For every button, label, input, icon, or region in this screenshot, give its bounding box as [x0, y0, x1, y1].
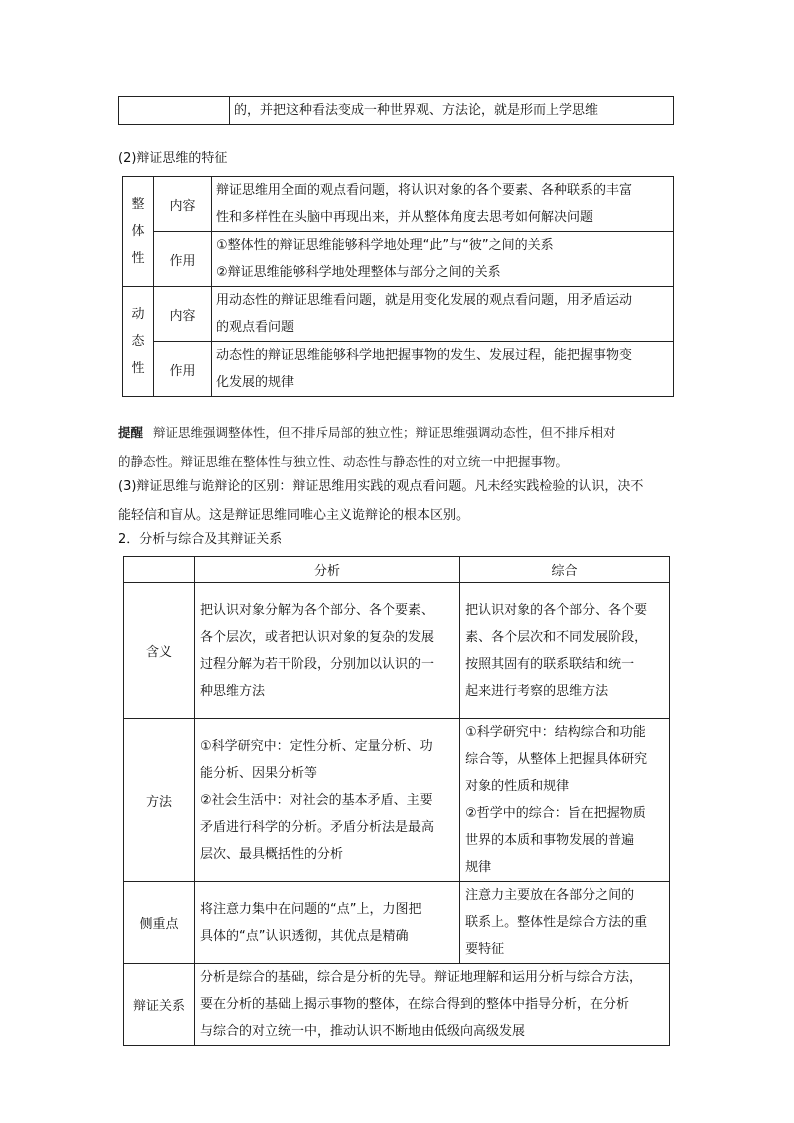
- content-line: 辩证思维用全面的观点看问题，将认识对象的各个要素、各种联系的丰富: [216, 183, 633, 198]
- content-line: 动态性的辩证思维能够科学地把握事物的发生、发展过程，能把握事物变: [216, 348, 633, 363]
- features-table: [122, 176, 674, 397]
- content-line: ②辩证思维能够科学地处理整体与部分之间的关系: [216, 265, 501, 280]
- table-row: [123, 342, 674, 397]
- cell-line: 能分析、因果分析等: [200, 765, 318, 781]
- header-cell: 综合: [460, 557, 670, 583]
- group-char: 性: [131, 251, 145, 266]
- paragraph-line: 能轻信和盲从。这是辩证思维同唯心主义诡辩论的根本区别。: [118, 508, 470, 523]
- cell-line: 过程分解为若干阶段，分别加以认识的一: [200, 656, 435, 672]
- content-line: 化发展的规律: [216, 375, 295, 390]
- group-char: 态: [131, 334, 145, 349]
- content-line: 的观点看问题: [216, 320, 295, 335]
- row-content: [212, 287, 674, 342]
- group-char: 整: [131, 197, 145, 212]
- row-label: 内容: [154, 177, 212, 232]
- relation-cell: [195, 964, 670, 1046]
- content-line: 性和多样性在头脑中再现出来，并从整体角度去思考如何解决问题: [216, 210, 594, 225]
- cell-line: 矛盾进行科学的分析。矛盾分析法是最高: [200, 819, 435, 835]
- synthesis-cell: [460, 882, 670, 964]
- cell-line: 要特征: [465, 942, 505, 957]
- analysis-heading: 2．分析与综合及其辩证关系: [118, 532, 283, 547]
- row-label: 辩证关系: [124, 964, 195, 1046]
- tip-line: 的静态性。辩证思维在整体性与独立性、动态性与静态性的对立统一中把握事物。: [118, 454, 569, 469]
- cell-line: 联系上。整体性是综合方法的重: [465, 915, 648, 930]
- header-cell: 分析: [195, 557, 460, 583]
- header-cell: [124, 557, 195, 583]
- analysis-cell: [195, 583, 460, 719]
- cell-line: 具体的“点”认识透彻，其优点是精确: [200, 928, 409, 944]
- content-line: ①整体性的辩证思维能够科学地处理“此”与“彼”之间的关系: [216, 238, 554, 253]
- cell-line: 对象的性质和规律: [465, 779, 570, 794]
- cell-line: 按照其固有的联系联结和统一: [465, 656, 635, 672]
- table-row: [119, 97, 674, 125]
- cell-line: 素、各个层次和不同发展阶段，: [465, 629, 648, 645]
- synthesis-cell: [460, 583, 670, 719]
- row-label: 作用: [154, 342, 212, 397]
- table-row: [123, 232, 674, 287]
- cell-line: ①科学研究中：结构综合和功能: [465, 725, 646, 740]
- top-table: [118, 96, 674, 125]
- row-content: [212, 177, 674, 232]
- cell-line: 起来进行考察的思维方法: [465, 683, 609, 699]
- table-row: [124, 583, 670, 719]
- cell-line: 把认识对象的各个部分、各个要: [465, 602, 648, 618]
- group-char: 性: [131, 361, 145, 376]
- cell-line: ②哲学中的综合：旨在把握物质: [465, 806, 646, 821]
- tip-note: [118, 418, 678, 476]
- cell-line: 要在分析的基础上揭示事物的整体，在综合得到的整体中指导分析，在分析: [200, 997, 630, 1012]
- top-right-cell: 的，并把这种看法变成一种世界观、方法论，就是形而上学思维: [230, 97, 674, 125]
- tip-label: 提醒: [118, 425, 144, 440]
- group-label-dynamic: [123, 287, 154, 397]
- features-heading: (2)辩证思维的特征: [118, 151, 228, 166]
- cell-line: 规律: [465, 860, 492, 875]
- content-line: 用动态性的辩证思维看问题，就是用变化发展的观点看问题，用矛盾运动: [216, 293, 633, 308]
- analysis-cell: [195, 719, 460, 882]
- row-label: 含义: [124, 583, 195, 719]
- synthesis-cell: [460, 719, 670, 882]
- cell-line: ②社会生活中：对社会的基本矛盾、主要: [200, 792, 433, 808]
- row-label: 方法: [124, 719, 195, 882]
- group-label-holistic: [123, 177, 154, 287]
- cell-line: 分析是综合的基础，综合是分析的先导。辩证地理解和运用分析与综合方法，: [200, 970, 643, 985]
- table-row: [123, 287, 674, 342]
- row-content: [212, 342, 674, 397]
- cell-line: 与综合的对立统一中，推动认识不断地由低级向高级发展: [200, 1024, 526, 1039]
- tip-text: 辩证思维强调整体性，但不排斥局部的独立性；辩证思维强调动态性，但不排斥相对: [153, 425, 616, 440]
- table-row: [124, 719, 670, 882]
- cell-line: 把认识对象分解为各个部分、各个要素、: [200, 602, 435, 618]
- difference-paragraph: [118, 472, 678, 530]
- cell-line: 种思维方法: [200, 683, 266, 699]
- table-row: [124, 964, 670, 1046]
- table-header-row: [124, 557, 670, 583]
- cell-line: ①科学研究中：定性分析、定量分析、功: [200, 738, 433, 754]
- analysis-table: [123, 556, 670, 1046]
- top-left-cell: [119, 97, 230, 125]
- row-label: 作用: [154, 232, 212, 287]
- cell-line: 层次、最具概括性的分析: [200, 846, 344, 862]
- table-row: [124, 882, 670, 964]
- cell-line: 将注意力集中在问题的“点”上，力图把: [200, 901, 422, 917]
- row-label: 侧重点: [124, 882, 195, 964]
- cell-line: 注意力主要放在各部分之间的: [465, 888, 635, 903]
- analysis-cell: [195, 882, 460, 964]
- table-row: [123, 177, 674, 232]
- tip-line: [118, 418, 678, 447]
- row-content: [212, 232, 674, 287]
- paragraph-line: (3)辩证思维与诡辩论的区别：辩证思维用实践的观点看问题。凡未经实践检验的认识，决不: [118, 479, 644, 494]
- cell-line: 世界的本质和事物发展的普遍: [465, 833, 635, 848]
- cell-line: 各个层次，或者把认识对象的复杂的发展: [200, 629, 435, 645]
- group-char: 动: [131, 307, 145, 322]
- cell-line: 综合等，从整体上把握具体研究: [465, 752, 648, 767]
- row-label: 内容: [154, 287, 212, 342]
- group-char: 体: [131, 224, 145, 239]
